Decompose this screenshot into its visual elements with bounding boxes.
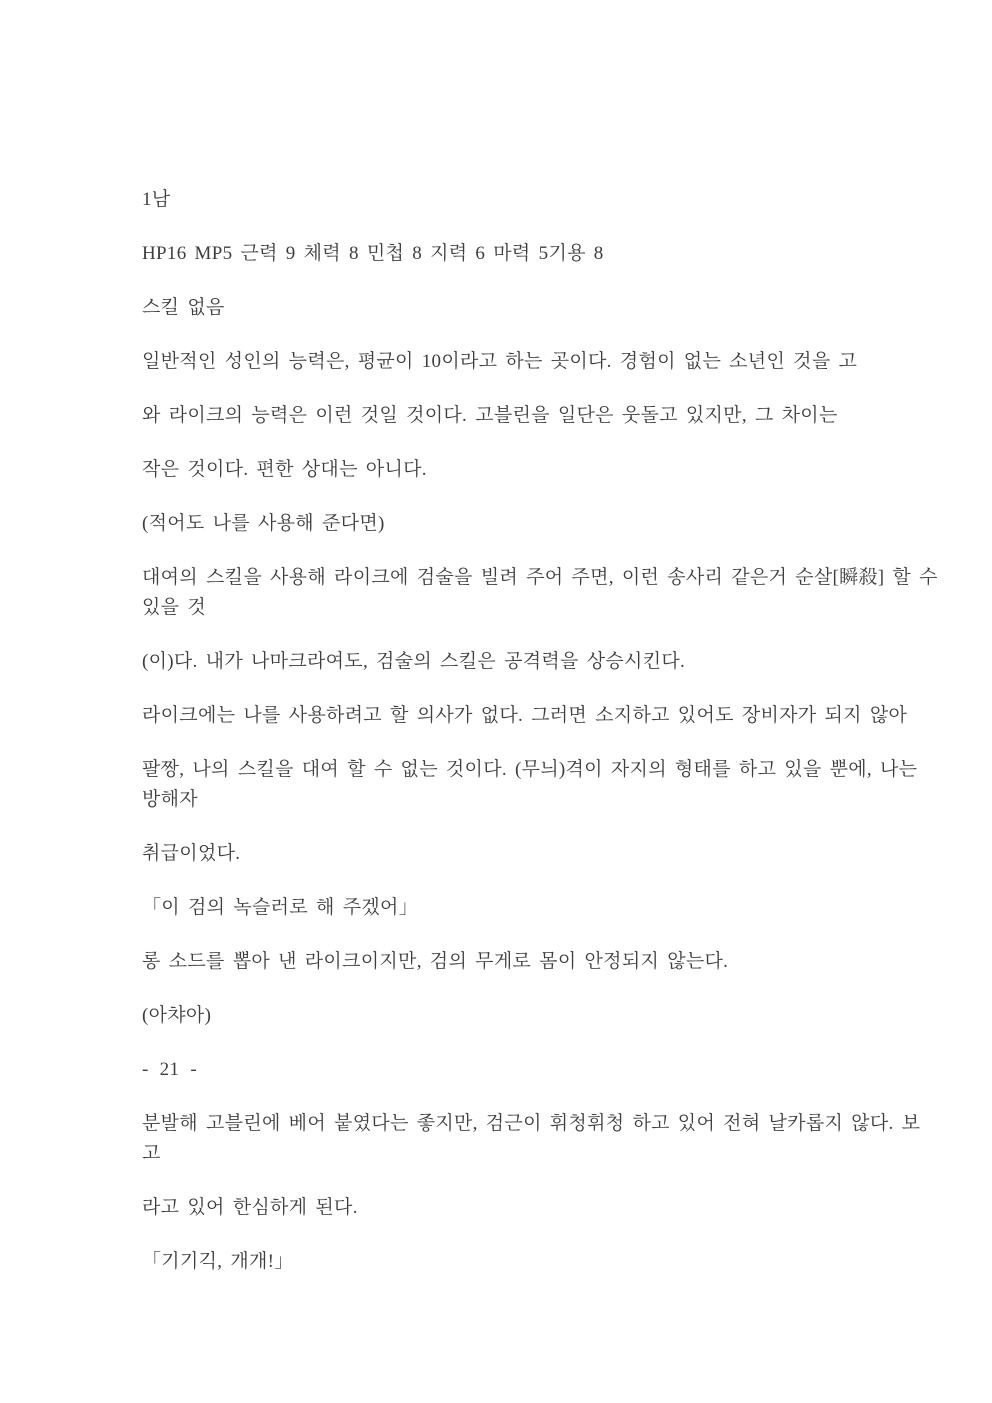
text-line: 일반적인 성인의 능력은, 평균이 10이라고 하는 곳이다. 경험이 없는 소년인 것을 고 [142,351,858,372]
paragraph [142,509,892,539]
text-line: 「기기긱, 개개!」 [142,1251,294,1272]
text-line: 작은 것이다. 편한 상대는 아니다. [142,459,427,480]
text-line: HP16 MP5 근력 9 체력 8 민첩 8 지력 6 마력 5기용 8 [142,243,604,264]
page-number [142,1055,892,1085]
paragraph [142,1247,892,1277]
paragraph [142,1193,892,1223]
text-line: 스킬 없음 [142,297,225,318]
paragraph [142,1001,892,1031]
paragraph [142,347,892,377]
paragraph [142,701,908,731]
document-body [142,185,938,1277]
text-line: 취급이었다. [142,843,241,864]
text-line: 대여의 스킬을 사용해 라이크에 검술을 빌려 주어 주면, 이런 송사리 같은거 순살[瞬殺] 할 수 [142,567,938,588]
text-line: 있을 것 [142,597,207,618]
paragraph [142,293,892,323]
text-line: (아챠아) [142,1005,212,1026]
paragraph [142,647,892,677]
text-line: (이)다. 내가 나마크라여도, 검술의 스킬은 공격력을 상승시킨다. [142,651,686,672]
text-line: 분발해 고블린에 베어 붙였다는 좋지만, 검근이 휘청휘청 하고 있어 전혀 날카롭지 않다. 보 [142,1113,921,1134]
text-line: 롱 소드를 뽑아 낸 라이크이지만, 검의 무게로 몸이 안정되지 않는다. [142,951,729,972]
text-line: 팔짱, 나의 스킬을 대여 할 수 없는 것이다. (무늬)격이 자지의 형태를 하고 있을 뿐에, 나는 [142,759,918,780]
text-line: 「이 검의 녹슬러로 해 주겠어」 [142,897,418,918]
text-line: 와 라이크의 능력은 이런 것일 것이다. 고블린을 일단은 웃돌고 있지만, 그 차이는 [142,405,838,426]
paragraph [142,947,892,977]
text-line: - 21 - [142,1059,197,1080]
paragraph [142,755,918,815]
paragraph [142,185,892,215]
text-line: 라이크에는 나를 사용하려고 할 의사가 없다. 그러면 소지하고 있어도 장비자가 되지 않아 [142,705,908,726]
paragraph [142,455,892,485]
text-line: 1남 [142,189,171,210]
paragraph [142,239,892,269]
text-line: (적어도 나를 사용해 준다면) [142,513,385,534]
text-line: 고 [142,1143,161,1164]
text-line: 라고 있어 한심하게 된다. [142,1197,358,1218]
paragraph [142,839,892,869]
paragraph [142,893,892,923]
paragraph [142,401,892,431]
paragraph [142,1109,921,1169]
paragraph [142,563,938,623]
text-line: 방해자 [142,789,198,810]
